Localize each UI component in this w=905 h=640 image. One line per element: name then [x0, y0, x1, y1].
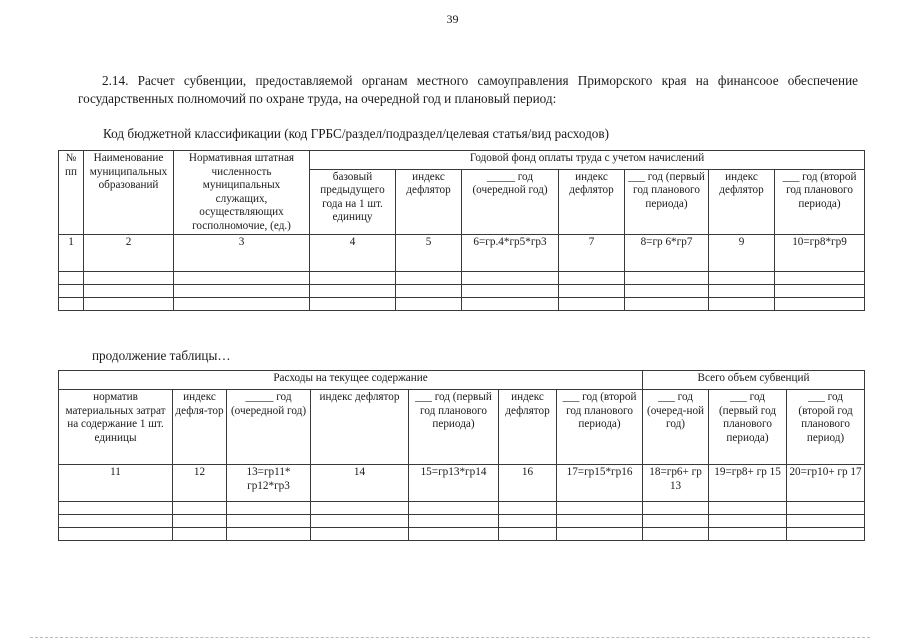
col-header-deflator-c: индекс дефлятор [499, 390, 557, 465]
table-row [59, 515, 865, 528]
col-number: 1 [59, 235, 84, 272]
col-header-deflator-a: индекс дефля-тор [173, 390, 227, 465]
col-number: 8=гр 6*гр7 [625, 235, 709, 272]
col-header-annual-fund: Годовой фонд оплаты труда с учетом начислений [310, 151, 865, 170]
col-header-total-year-3: ___ год (второй год планового период) [787, 390, 865, 465]
col-header-base: базовый предыдущего года на 1 шт. единицу [310, 169, 396, 234]
col-number: 2 [84, 235, 174, 272]
col-header-year-3: ___ год (второй год планового периода) [775, 169, 865, 234]
col-header-year-1: _____ год (очередной год) [462, 169, 559, 234]
col-number: 18=гр6+ гр 13 [643, 465, 709, 502]
table-row [59, 272, 865, 285]
col-header-year-1: _____ год (очередной год) [227, 390, 311, 465]
col-header-deflator-b: индекс дефлятор [311, 390, 409, 465]
col-header-total-year-2: ___ год (первый год планового периода) [709, 390, 787, 465]
section-heading-paragraph: 2.14. Расчет субвенции, предоставляемой органам местного самоуправления Приморского края на финансоое обеспечение государственных полномочий по охране труда, на очередной год и плановый период: [78, 73, 858, 106]
col-number: 7 [559, 235, 625, 272]
col-number: 19=гр8+ гр 15 [709, 465, 787, 502]
col-number: 12 [173, 465, 227, 502]
table-row [59, 298, 865, 311]
col-number: 15=гр13*гр14 [409, 465, 499, 502]
col-number: 11 [59, 465, 173, 502]
payroll-fund-table [58, 150, 865, 311]
col-header-total-year-1: ___ год (очеред-ной год) [643, 390, 709, 465]
col-header-staff-count: Нормативная штатная численность муниципальных служащих, осуществляющих госполномочие, (ед.) [174, 151, 310, 235]
col-number: 3 [174, 235, 310, 272]
table-row [59, 528, 865, 541]
table1-number-row [59, 235, 865, 272]
page-number: 39 [446, 12, 459, 26]
col-number: 9 [709, 235, 775, 272]
col-number: 14 [311, 465, 409, 502]
budget-classification-label: Код бюджетной классификации (код ГРБС/раздел/подраздел/целевая статья/вид расходов) [103, 126, 609, 141]
col-header-year-2: ___ год (первый год планового периода) [409, 390, 499, 465]
col-header-year-2: ___ год (первый год планового периода) [625, 169, 709, 234]
col-number: 6=гр.4*гр5*гр3 [462, 235, 559, 272]
col-number: 17=гр15*гр16 [557, 465, 643, 502]
col-header-number: № пп [59, 151, 84, 235]
col-number: 4 [310, 235, 396, 272]
table-row [59, 502, 865, 515]
col-header-deflator-2: индекс дефлятор [559, 169, 625, 234]
col-header-deflator-1: индекс дефлятор [396, 169, 462, 234]
col-header-current-expenses: Расходы на текущее содержание [59, 371, 643, 390]
col-number: 5 [396, 235, 462, 272]
col-number: 16 [499, 465, 557, 502]
col-number: 10=гр8*гр9 [775, 235, 865, 272]
table2-header-row-2 [59, 390, 865, 465]
table2-number-row [59, 465, 865, 502]
col-header-year-3: ___ год (второй год планового периода) [557, 390, 643, 465]
table1-header-row-1 [59, 151, 865, 170]
col-header-deflator-3: индекс дефлятор [709, 169, 775, 234]
col-header-municipality: Наименование муниципальных образований [84, 151, 174, 235]
col-number: 20=гр10+ гр 17 [787, 465, 865, 502]
continuation-label: продолжение таблицы… [92, 348, 231, 363]
subvention-total-table [58, 370, 865, 541]
col-header-material-norm: норматив материальных затрат на содержание 1 шт. единицы [59, 390, 173, 465]
table2-header-row-1 [59, 371, 865, 390]
col-header-total-subvention: Всего объем субвенций [643, 371, 865, 390]
col-number: 13=гр11* гр12*гр3 [227, 465, 311, 502]
page-bottom-divider [30, 637, 870, 638]
table-row [59, 285, 865, 298]
